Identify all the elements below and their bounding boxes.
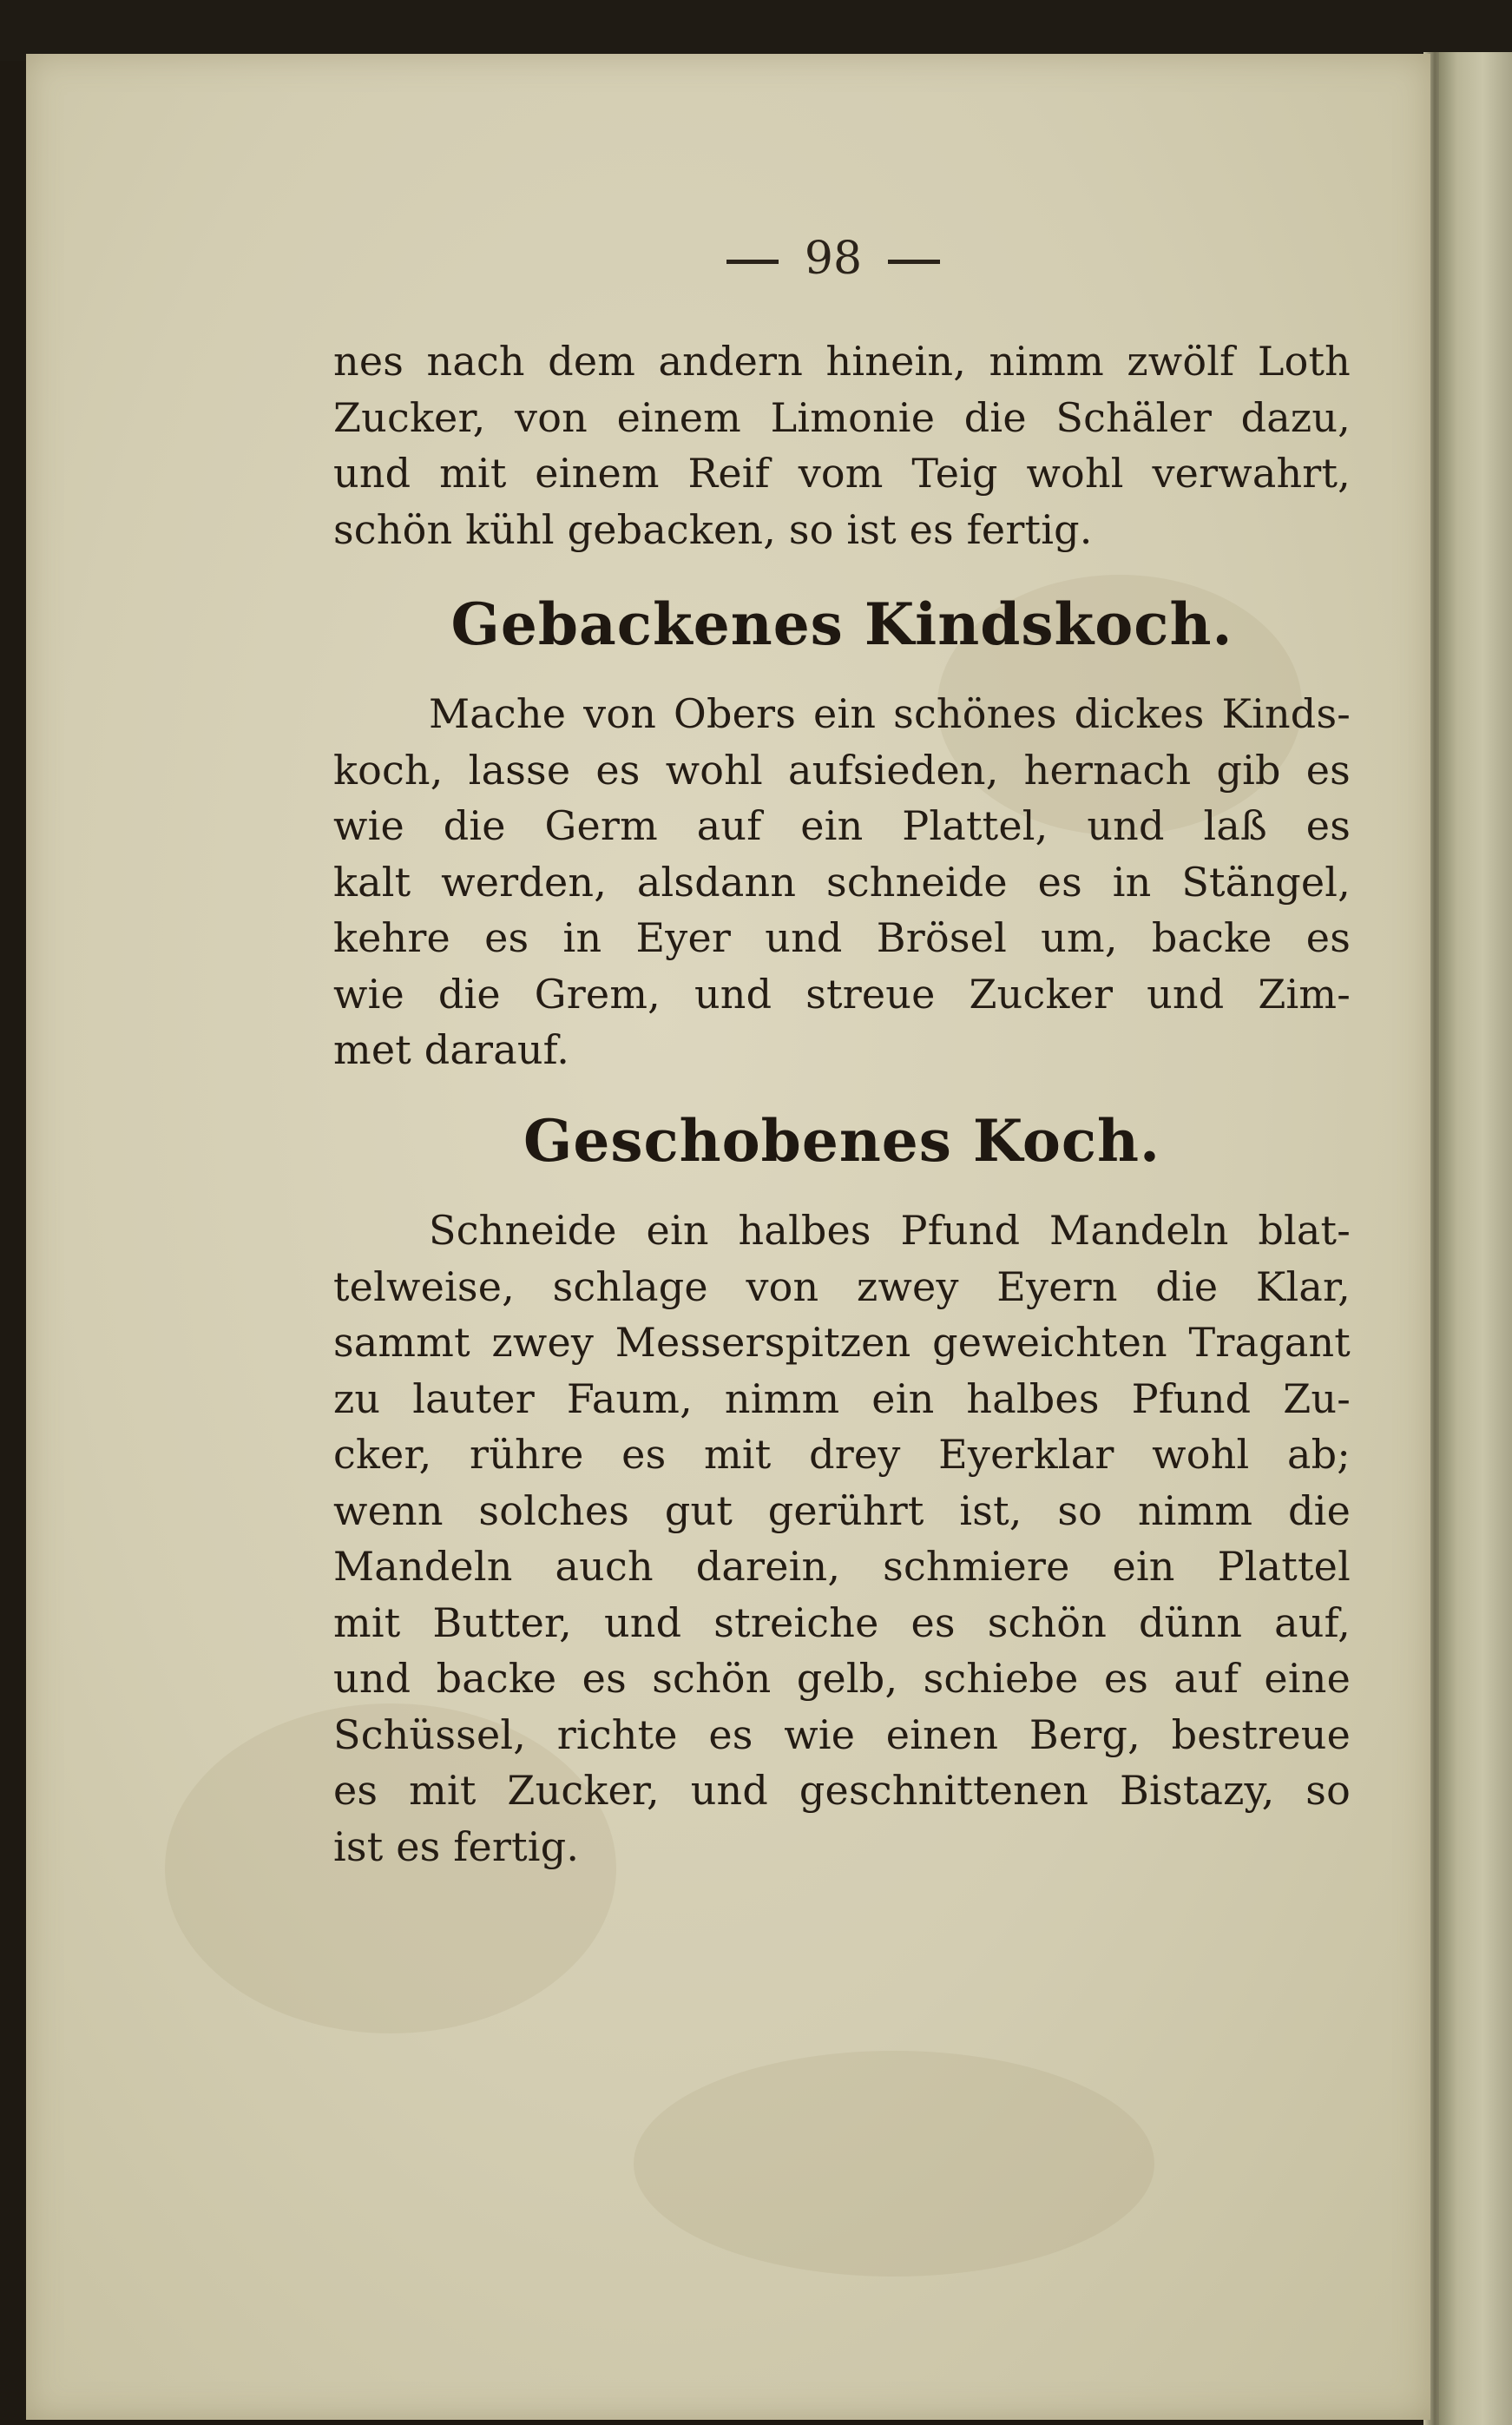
intro-paragraph [333,333,1351,557]
text-line: kehre es in Eyer und Brösel um, backe es [333,914,1351,961]
text-line: wie die Germ auf ein Plattel, und laß es [333,802,1351,849]
dash-right [888,260,940,264]
text-line: Mandeln auch darein, schmiere ein Plattel [333,1543,1351,1590]
scan-background [0,0,1512,61]
text-line: sammt zwey Messerspitzen geweichten Tragant [333,1319,1351,1366]
text-line: und mit einem Reif vom Teig wohl verwahrt, [333,450,1351,497]
section-heading-geschobenes-koch: Geschobenes Koch. [523,1107,1161,1175]
section-body-geschobenes-koch [333,1203,1351,1875]
text-line: kalt werden, alsdann schneide es in Stängel, [333,858,1351,906]
text-line: wie die Grem, und streue Zucker und Zim- [333,970,1351,1018]
text-line: schön kühl gebacken, so ist es fertig. [333,505,1093,553]
text-line: nes nach dem andern hinein, nimm zwölf Loth [333,338,1351,385]
text-line: wenn solches gut gerührt ist, so nimm die [333,1486,1351,1534]
paper-stain [634,2051,1154,2277]
text-line: telweise, schlage von zwey Eyern die Klar, [333,1262,1351,1310]
text-line: zu lauter Faum, nimm ein halbes Pfund Zu- [333,1374,1351,1422]
text-line: met darauf. [333,1026,570,1073]
text-line: und backe es schön gelb, schiebe es auf eine [333,1655,1351,1702]
text-line: Schüssel, richte es wie einen Berg, bestreue [333,1710,1351,1758]
text-line: Schneide ein halbes Pfund Mandeln blat- [429,1207,1351,1254]
text-line: Zucker, von einem Limonie die Schäler dazu, [333,393,1351,441]
dash-left [726,260,779,264]
text-line: koch, lasse es wohl aufsieden, hernach gib es [333,746,1351,794]
text-line: cker, rühre es mit drey Eyerklar wohl ab; [333,1431,1351,1478]
facing-page-edge [1439,52,1512,2425]
page-number-text: 98 [804,233,863,285]
text-line: mit Butter, und streiche es schön dünn auf, [333,1598,1351,1646]
page-number [677,233,989,302]
text-line: Mache von Obers ein schönes dickes Kinds- [429,690,1351,737]
section-body-kindskoch [333,686,1351,1078]
text-line: ist es fertig. [333,1822,580,1870]
text-line: es mit Zucker, und geschnittenen Bistazy, so [333,1767,1351,1814]
section-heading-kindskoch: Gebackenes Kindskoch. [450,590,1233,658]
